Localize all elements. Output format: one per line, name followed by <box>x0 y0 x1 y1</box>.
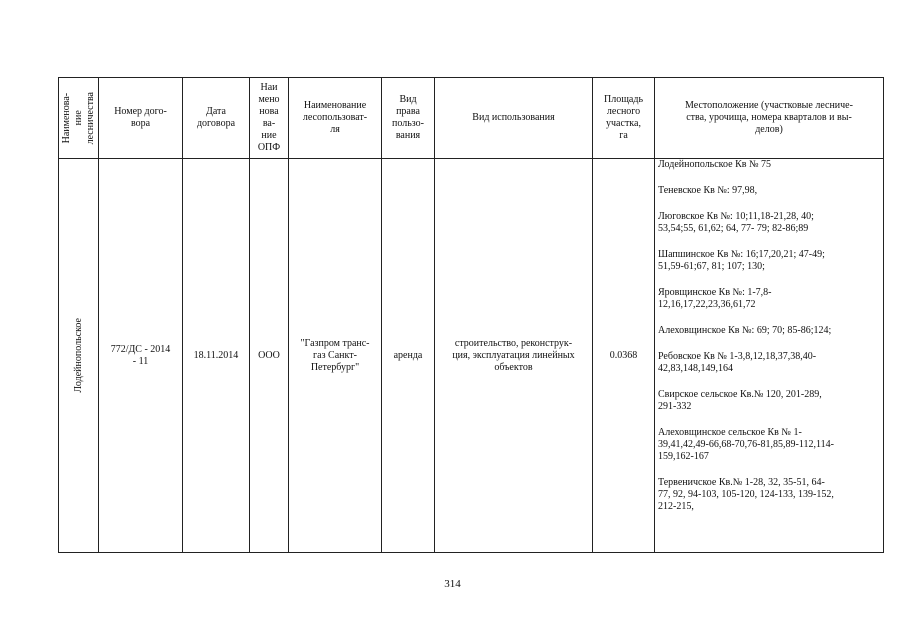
location-entry: Люговское Кв №: 10;11,18-21,28, 40; 53,54;55, 61,62; 64, 77- 79; 82-86;89 <box>658 211 814 234</box>
location-entry: Алеховщинское сельское Кв № 1- 39,41,42,49-66,68-70,76-81,85,89-112,114- 159,162-167 <box>658 427 834 462</box>
location-entry: Теневское Кв №: 97,98, <box>658 185 758 196</box>
location-entry: Ребовское Кв № 1-3,8,12,18,37,38,40- 42,83,148,149,164 <box>658 351 817 374</box>
header-forestry-label: Наименова- ние лесничества <box>60 91 96 145</box>
header-user-name: Наименование лесопользоват- ля <box>289 78 382 159</box>
location-entry: Тервеничское Кв.№ 1-28, 32, 35-51, 64- 77, 92, 94-103, 105-120, 124-133, 139-152, 212-215, <box>658 477 834 512</box>
location-entry: Яровщинское Кв №: 1-7,8- 12,16,17,22,23,36,61,72 <box>658 287 772 310</box>
cell-forestry-label: Лодейнопольское <box>72 318 84 393</box>
forest-lease-table <box>58 77 884 553</box>
cell-area: 0.0368 <box>593 159 655 553</box>
cell-forestry <box>59 159 99 553</box>
location-entry: Свирское сельское Кв.№ 120, 201-289, 291-332 <box>658 389 822 412</box>
cell-use-right: аренда <box>382 159 435 553</box>
header-use-type: Вид использования <box>435 78 593 159</box>
table-row <box>59 159 884 553</box>
cell-contract-no: 772/ДС - 2014 - 11 <box>99 159 183 553</box>
cell-user-name: "Газпром транс- газ Санкт- Петербург" <box>289 159 382 553</box>
header-contract-date: Дата договора <box>183 78 250 159</box>
header-row <box>59 78 884 159</box>
header-use-right: Вид права пользо- вания <box>382 78 435 159</box>
header-area: Площадь лесного участка, га <box>593 78 655 159</box>
cell-location <box>655 159 884 553</box>
cell-use-type: строительство, реконструк- ция, эксплуатация линейных объектов <box>435 159 593 553</box>
cell-opf: ООО <box>250 159 289 553</box>
header-contract-no: Номер дого- вора <box>99 78 183 159</box>
location-entry: Шапшинское Кв №: 16;17,20,21; 47-49; 51,59-61;67, 81; 107; 130; <box>658 249 825 272</box>
location-entry: Алеховщинское Кв №: 69; 70; 85-86;124; <box>658 325 832 336</box>
page-number: 314 <box>444 578 461 590</box>
header-opf: Наи мено нова ва- ние ОПФ <box>250 78 289 159</box>
location-entry: Лодейнопольское Кв № 75 <box>658 159 772 170</box>
header-forestry <box>59 78 99 159</box>
cell-contract-date: 18.11.2014 <box>183 159 250 553</box>
header-location: Местоположение (участковые лесниче- ства, урочища, номера кварталов и вы- делов) <box>655 78 884 159</box>
